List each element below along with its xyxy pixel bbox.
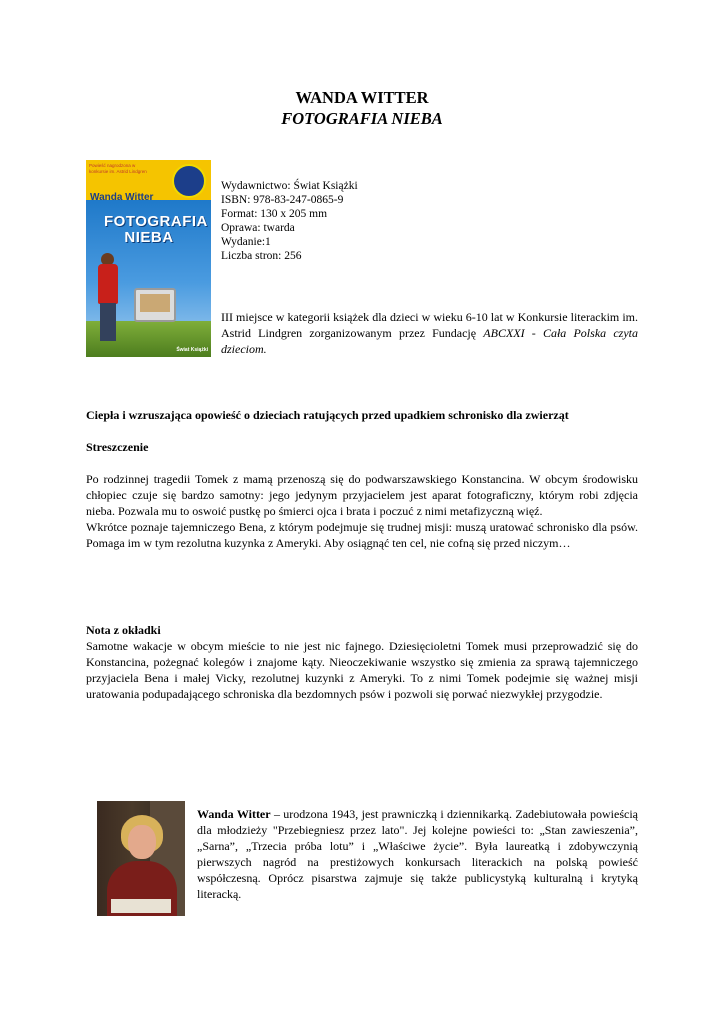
summary-paragraph-1: Po rodzinnej tragedii Tomek z mamą przenoszą się do podwarszawskiego Konstancina. W obcym środowisku chłopiec czuje się bardzo samotny: jego jedynym przyjacielem jest aparat fotograficzny, którym robi zdjęcia nieba. Pozwala mu to oswoić pustkę po śmierci ojca i brata i poczuć z nimi metafizyczną więź. bbox=[86, 472, 638, 518]
cover-boy-legs bbox=[100, 303, 116, 341]
author-photo bbox=[97, 801, 185, 916]
summary-text bbox=[86, 471, 638, 551]
cover-award-text: Powieść nagrodzona w konkursie im. Astrid Lindgren bbox=[89, 163, 147, 174]
book-format: Format: 130 x 205 mm bbox=[221, 208, 328, 220]
cover-monitor-icon bbox=[134, 288, 176, 322]
book-binding: Oprawa: twarda bbox=[221, 222, 295, 234]
award-main: III miejsce w kategorii książek dla dzieci w wieku 6-10 lat w Konkursie literackim im. Astrid Lindgren zorganizowanym przez Fundację bbox=[221, 310, 638, 340]
book-info bbox=[221, 179, 358, 263]
award-text bbox=[221, 309, 638, 357]
tagline: Ciepła i wzruszająca opowieść o dzieciach ratujących przed upadkiem schronisko dla zwierząt bbox=[86, 408, 569, 422]
summary-paragraph-2: Wkrótce poznaje tajemniczego Bena, z którym podejmuje się trudnej misji: muszą uratować schronisko dla psów. Pomaga im w tym rezolutna kuzynka z Ameryki. Aby osiągnąć ten cel, nie cofną się przed niczym… bbox=[86, 520, 638, 550]
cover-title bbox=[104, 213, 208, 246]
bio-text: – urodzona 1943, jest prawniczką i dziennikarką. Zadebiutowała powieścią dla młodzieży "Przebiegniesz przez lato". Jej kolejne powieści to: „Stan zawieszenia”, „Sarna”, „Trzecia próba lotu” i „Właściwe życie”. Była laureatką i zdobywczynią pierwszych nagród na prestiżowych konkursach literackich na polską powieść współczesną. Oprócz pisarstwa zajmuje się także publicystyką kulturalną i krytyką literacką. bbox=[197, 807, 639, 901]
book-isbn: ISBN: 978-83-247-0865-9 bbox=[221, 194, 344, 206]
book-pages: Liczba stron: 256 bbox=[221, 250, 302, 262]
book-cover-image bbox=[86, 160, 211, 357]
author-bio bbox=[197, 806, 638, 902]
summary-heading: Streszczenie bbox=[86, 440, 149, 454]
bio-name: Wanda Witter bbox=[197, 807, 271, 821]
award-foundation: ABCXXI - Cała Polska czyta dzieciom. bbox=[221, 326, 638, 356]
cover-boy-body bbox=[98, 264, 118, 304]
book-publisher: Wydawnictwo: Świat Książki bbox=[221, 180, 358, 192]
cover-author: Wanda Witter bbox=[90, 192, 154, 203]
book-title: FOTOGRAFIA NIEBA bbox=[281, 109, 443, 128]
cover-publisher: Świat Książki bbox=[176, 347, 208, 353]
book-edition: Wydanie:1 bbox=[221, 236, 271, 248]
cover-note-text: Samotne wakacje w obcym mieście to nie jest nic fajnego. Dziesięcioletni Tomek musi przeprowadzić się do Konstancina, pożegnać kolegów i znajome kąty. Nieoczekiwanie wszystko się zmienia za sprawą tajemniczego przyjaciela Bena i małej Vicky, rezolutnej kuzynki z Ameryki. To z nimi Tomek podejmie się ważnej misji uratowania podupadającego schroniska dla bezdomnych psów i pozwoli się porwać niezwykłej przygodzie. bbox=[86, 639, 638, 701]
cover-title-line2: NIEBA bbox=[124, 229, 174, 246]
author-heading: WANDA WITTER bbox=[295, 88, 429, 107]
cover-badge-icon bbox=[172, 164, 206, 198]
cover-title-line1: FOTOGRAFIA bbox=[104, 213, 208, 230]
cover-note-heading: Nota z okładki bbox=[86, 623, 161, 637]
